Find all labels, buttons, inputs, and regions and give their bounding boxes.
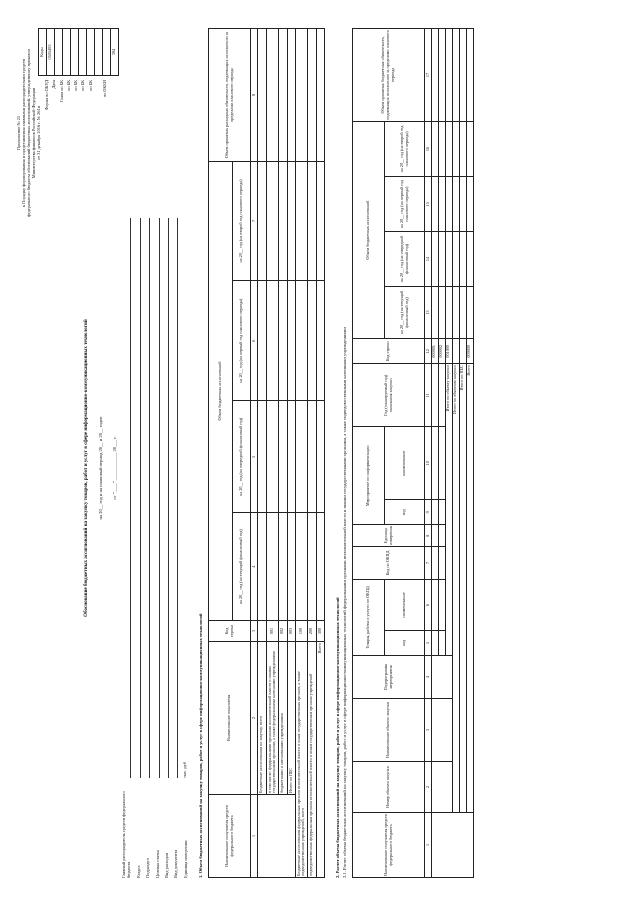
row-code: 100 [295, 620, 307, 641]
colnum: 7 [425, 546, 432, 579]
col-year2: на 20__ год (на очередной финансовый год) [385, 231, 425, 285]
total-code: 009000 [466, 338, 473, 363]
header-row: Целевая статья [150, 218, 159, 878]
appendix-line: к Порядку формирования и представления главными распорядителями средств [21, 58, 27, 207]
section2-table [352, 28, 474, 878]
colnum: 16 [425, 121, 432, 176]
colnum: 3 [425, 698, 432, 761]
total-label: Всего [466, 363, 473, 812]
vr-value [95, 28, 103, 75]
document-subtitle: на 20__ год и на плановый период 20__ и 20__ годов [98, 416, 103, 519]
col-year4: на 20__ год (на второй год планового периода) [233, 161, 251, 280]
codes-labels [45, 80, 111, 170]
colnum: 9 [425, 499, 432, 524]
col-extra: Объем принятых бюджетных обязательств, подлежащих исполнению за пределами планового периода [353, 28, 425, 121]
colnum: 13 [425, 286, 432, 339]
row-code: 001 [266, 620, 278, 641]
col-volume: Объем бюджетных ассигнований [209, 161, 233, 620]
colnum: 2 [425, 761, 432, 812]
row-name: подведомственных федеральным органам исполнительной власти и иным государственным органам учреждений [307, 641, 316, 877]
row-name: Бюджетные ассигнования на закупку, всего [257, 641, 266, 794]
header-row: Вид документа [169, 218, 178, 878]
csr-value [87, 28, 95, 75]
col-activity-code: код [385, 499, 425, 524]
total-label: Итого по объекту закупки [445, 363, 452, 655]
row-code: 200 [307, 620, 316, 641]
colnum: 5 [251, 400, 258, 512]
row-code: 000002 [438, 338, 445, 363]
row-name: бюджетными и автономными учреждениями [278, 641, 287, 794]
col-extra: Объем принятых расходных обязательств, подлежащих исполнению за пределами планового периода [209, 28, 251, 161]
colnum: 8 [425, 524, 432, 546]
appendix-line: федерального бюджета обоснований бюджетных ассигнований, утвержденному приказом [26, 48, 32, 217]
col-year3: на 20__ год (на первый год планового периода) [385, 176, 425, 231]
colnum: 12 [425, 338, 432, 363]
colnum: 1 [425, 812, 432, 877]
colnum: 2 [251, 641, 258, 794]
okud-label: Форма по ОКУД [44, 79, 49, 110]
prz-value [79, 28, 87, 75]
col-okpd: Код по ОКПД [353, 546, 425, 579]
date-label: Дата [51, 79, 57, 89]
col-okei: Единица измерения [353, 524, 425, 546]
colnum: 6 [425, 579, 432, 630]
document-title: Обоснование бюджетных ассигнований на закупку товаров, работ и услуг в сфере информационно-коммуникационных технологий [84, 318, 89, 617]
colnum: 3 [251, 620, 258, 641]
header-row: Вид расходов [160, 218, 169, 878]
col-year4: на 20__ год (на второй год планового периода) [385, 121, 425, 176]
date-value [55, 28, 63, 75]
appendix-line: Министерства финансов Российской Федерации [31, 87, 37, 178]
colnum: 4 [425, 655, 432, 698]
col-goods-name: наименование [385, 579, 425, 630]
col-year1: на 20__ год (на текущий финансовый год) [233, 512, 251, 620]
col-activity-name: наименование [385, 426, 425, 499]
col-code: Код строки [209, 620, 251, 641]
col-recipient: Наименование получателя средств федерального бюджета [353, 812, 425, 877]
okei-value: 384 [111, 28, 119, 75]
section1-table [208, 28, 325, 878]
colnum: 14 [425, 231, 432, 285]
col-year2: на 20__ год (на очередной финансовый год) [233, 400, 251, 512]
okud-value: 0505493 [47, 28, 55, 75]
okei-label: по ОКЕИ [102, 79, 108, 97]
col-code: Код строки [353, 338, 425, 363]
total-code [452, 338, 459, 363]
colnum: 7 [251, 161, 258, 280]
row-name: Итого по ПБС [287, 641, 295, 794]
rz-label: по БК [65, 79, 71, 91]
row-code [257, 620, 266, 641]
row-code: 003 [287, 620, 295, 641]
recipient-cell [431, 812, 473, 877]
colnum: 1 [251, 794, 258, 877]
header-row: Раздел [131, 218, 140, 878]
section2-subtitle: 2.1. Расчет объема бюджетных ассигнований на закупку товаров, работ и услуг в сфере информационно-коммуникационных технологий федеральными органами исполнительной власти и иными государственными органами, а также подведомственными казенными учреждениями [342, 326, 347, 878]
rz-value [71, 28, 79, 75]
colnum: 17 [425, 28, 432, 121]
row-code: 002 [278, 620, 287, 641]
row-code: 300 [316, 620, 324, 641]
col-indicator: Наименование показателя [209, 641, 251, 794]
appendix-line: Приложение № 25 [16, 115, 21, 150]
header-row: Главный распорядитель средств федерального бюджета [122, 218, 131, 878]
colnum: 11 [425, 363, 432, 426]
header-rows [122, 218, 188, 878]
col-object: Номер объекта закупки [353, 761, 425, 812]
row-code: 000001 [431, 338, 438, 363]
appendix-line: от 31 декабря 2016 г. № 261н [36, 105, 42, 160]
csr-label: по БК [80, 79, 86, 91]
section2-title: 2. Расчет объема бюджетных ассигнований на закупку товаров, работ и услуг в сфере информационно-коммуникационных технологий [335, 596, 340, 878]
col-normative: Подпрограмма мероприятия [353, 655, 425, 698]
colnum: 10 [425, 426, 432, 499]
col-year-start: Год (планируемый год) окончания закупки [353, 363, 425, 426]
colnum: 6 [251, 280, 258, 400]
document-page [10, 8, 630, 898]
col-object-name: Наименование объекта закупки [353, 698, 425, 761]
colnum: 15 [425, 176, 432, 231]
codes-header: Коды [39, 28, 47, 75]
total-label: Итого по ПБС [459, 363, 466, 812]
glava-value [63, 28, 71, 75]
colnum: 4 [251, 512, 258, 620]
document-date: от "____" ____________ 20___ г. [112, 435, 117, 500]
codes-table [38, 28, 119, 76]
col-recipient: Наименование получателя средств федерального бюджета [209, 794, 251, 877]
col-activity: Мероприятие по информатизации [353, 426, 385, 524]
colnum: 8 [251, 28, 258, 161]
object-cell [431, 761, 452, 812]
total-code [459, 338, 466, 363]
colnum: 5 [425, 630, 432, 655]
col-year3: на 20__ год (на первый год планового периода) [233, 280, 251, 400]
total-label: Итого по объектам закупки [452, 363, 459, 812]
recipient-cell [257, 794, 295, 877]
col-volume: Объем бюджетных ассигнований [353, 121, 385, 338]
vr-label: по БК [87, 79, 93, 91]
row-name: в том числе: федеральными органами исполнительной власти и иными государственными органами, а также федеральными казенными учреждениями [266, 641, 278, 794]
spacer [103, 28, 111, 75]
row-name: Всего [316, 641, 324, 877]
header-row: Подраздел [141, 218, 150, 878]
glava-label: Глава по БК [58, 79, 64, 102]
unit-row: Единица измерения: тыс. руб [182, 761, 188, 878]
col-goods: Товары, работы и услуги по ОКПД [353, 579, 385, 655]
col-goods-code: код [385, 630, 425, 655]
total-code: 001000 [445, 338, 452, 363]
row-name: Бюджетные ассигнования федеральных органов исполнительной власти и иных государственных органов, а также подведомственных учреждений, всего [295, 641, 307, 877]
prz-label: по БК [73, 79, 79, 91]
section1-title: 1. Объем бюджетных ассигнований на закупку товаров, работ и услуг в сфере информационно-коммуникационных технологий [198, 612, 203, 878]
col-year1: на 20__ год (на текущий финансовый год) [385, 286, 425, 339]
